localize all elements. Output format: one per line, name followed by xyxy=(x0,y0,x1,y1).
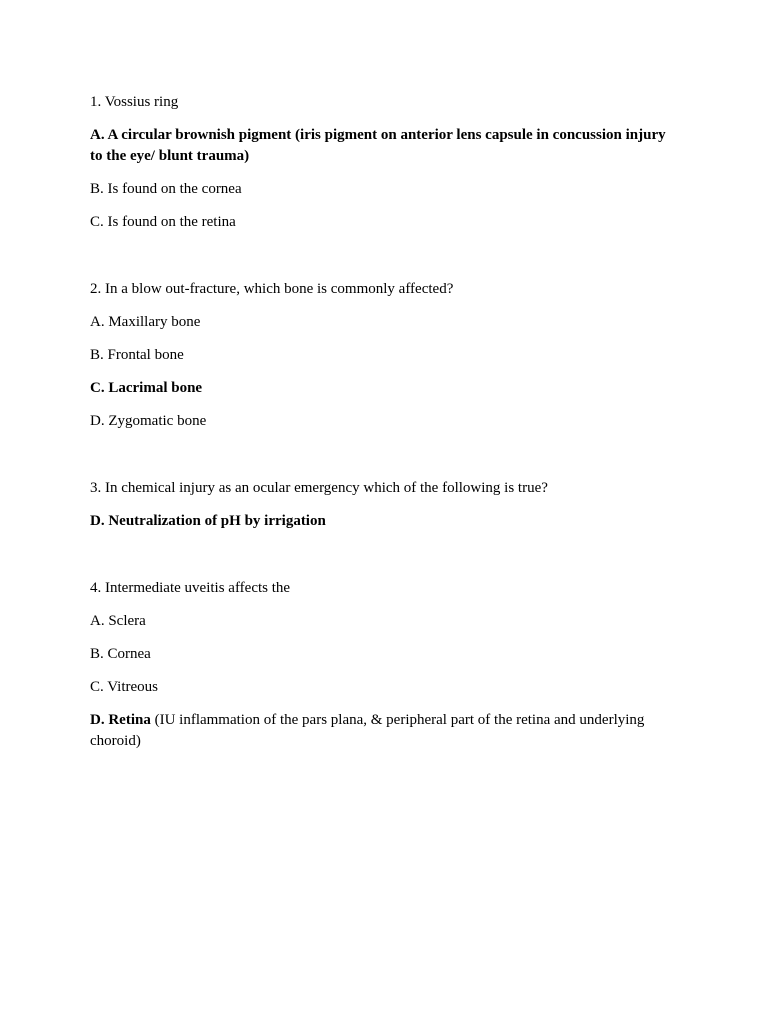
answer-option-label: D. Retina xyxy=(90,712,151,728)
answer-option: B. Frontal bone xyxy=(90,347,184,363)
spacer xyxy=(90,444,680,478)
question-stem: 1. Vossius ring xyxy=(90,94,179,110)
answer-option: C. Is found on the retina xyxy=(90,214,236,230)
question-2 xyxy=(90,279,680,432)
question-stem: 4. Intermediate uveitis affects the xyxy=(90,580,291,596)
spacer xyxy=(90,544,680,578)
question-4 xyxy=(90,578,680,752)
answer-option: D. Zygomatic bone xyxy=(90,413,207,429)
answer-option: B. Is found on the cornea xyxy=(90,181,242,197)
answer-option-correct: A. A circular brownish pigment (iris pigment on anterior lens capsule in concussion injury to the eye/ blunt trauma) xyxy=(90,127,666,164)
question-1 xyxy=(90,92,680,233)
question-stem: 2. In a blow out-fracture, which bone is commonly affected? xyxy=(90,281,454,297)
answer-option: A. Maxillary bone xyxy=(90,314,201,330)
answer-option: A. Sclera xyxy=(90,613,146,629)
spacer xyxy=(90,245,680,279)
answer-option-correct: C. Lacrimal bone xyxy=(90,380,203,396)
answer-explanation: (IU inflammation of the pars plana, & peripheral part of the retina and underlying choroid) xyxy=(90,712,645,749)
answer-option: C. Vitreous xyxy=(90,679,158,695)
question-stem: 3. In chemical injury as an ocular emergency which of the following is true? xyxy=(90,480,548,496)
answer-option-correct xyxy=(90,710,680,752)
answer-option: B. Cornea xyxy=(90,646,151,662)
document-page xyxy=(90,92,680,764)
answer-option-correct: D. Neutralization of pH by irrigation xyxy=(90,513,326,529)
question-3 xyxy=(90,478,680,532)
